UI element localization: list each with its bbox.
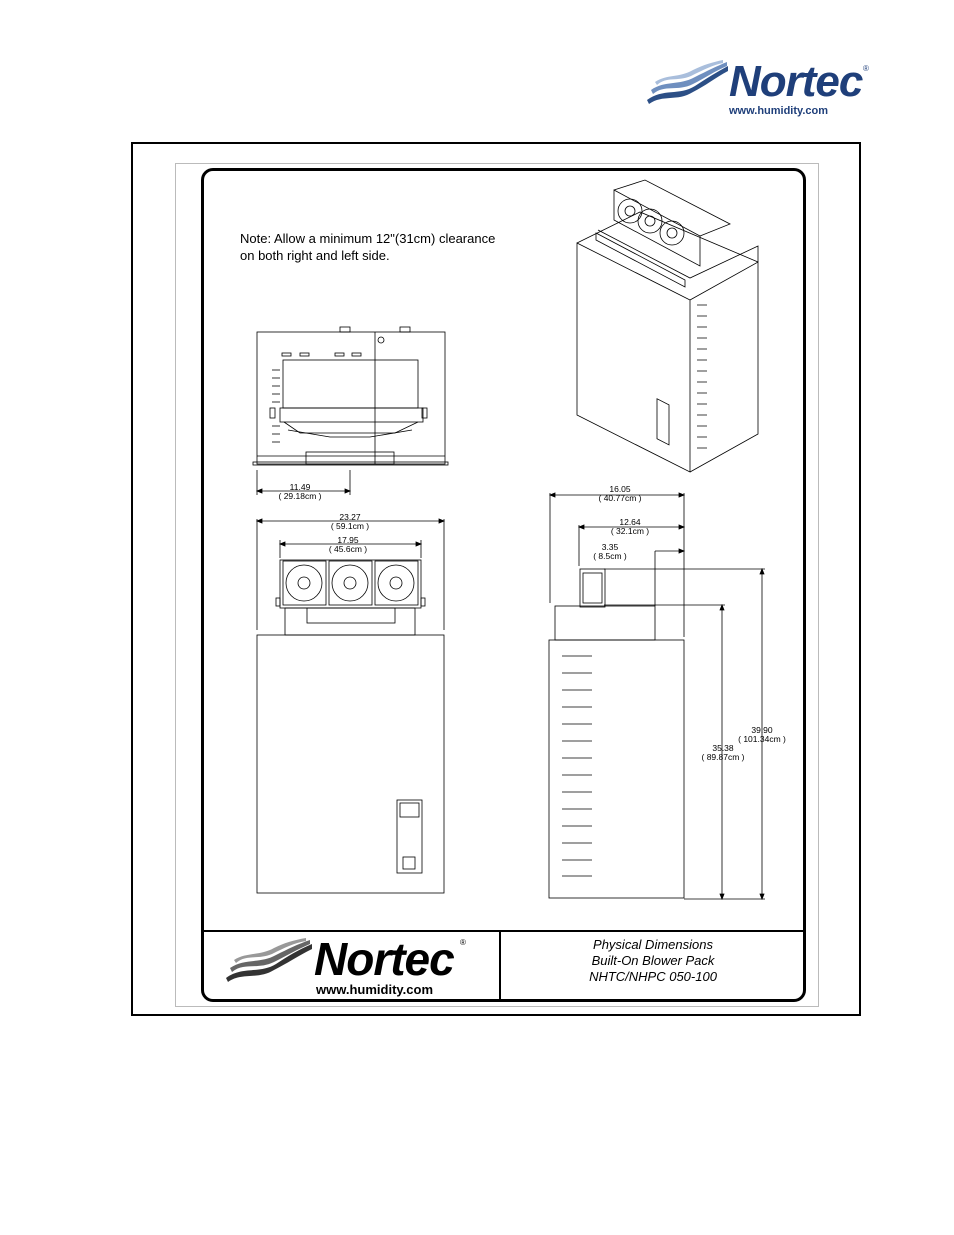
title-block-separator [499,931,501,1000]
title-brand: Nortec [314,933,454,985]
title-block-divider [204,930,804,932]
dim-fan-width-cm: ( 45.6cm ) [328,544,368,554]
dim-cabinet-height [693,744,753,762]
dim-side-offset-cm: ( 32.1cm ) [610,526,650,536]
header-brand: Nortec [729,57,863,106]
dim-fan-depth-in: 3.35 [601,542,619,552]
side-view [549,493,765,899]
dim-fan-width [318,536,378,554]
dim-cabinet-height-in: 35.38 [712,743,734,753]
title-block-logo [222,934,482,998]
dim-front-width-cm: ( 59.1cm ) [330,521,370,531]
note-line-1: Note: Allow a minimum 12"(31cm) clearance [240,231,496,246]
dim-side-depth-in: 16.05 [609,484,631,494]
drawing-title [503,937,803,985]
dim-total-height-in: 39.90 [751,725,773,735]
dim-front-width [320,513,380,531]
wave-icon [224,938,314,982]
front-view [257,519,444,893]
note-line-2: on both right and left side. [240,248,390,263]
dim-side-offset-in: 12.64 [619,517,641,527]
dim-total-height-cm: ( 101.34cm ) [738,734,786,744]
dim-side-depth-cm: ( 40.77cm ) [598,493,642,503]
header-registered: ® [863,64,869,73]
dim-total-height [730,726,794,744]
title-line-1: Physical Dimensions [593,937,713,952]
title-line-3: NHTC/NHPC 050-100 [589,969,717,984]
dim-fan-depth-cm: ( 8.5cm ) [593,551,627,561]
dim-side-depth [590,485,650,503]
dim-top-depth [270,483,330,501]
title-line-2: Built-On Blower Pack [591,953,715,968]
dim-fan-width-in: 17.95 [337,535,359,545]
dim-side-offset [600,518,660,536]
dim-cabinet-height-cm: ( 89.87cm ) [701,752,745,762]
dim-front-width-in: 23.27 [339,512,361,522]
iso-view [577,180,758,472]
dim-fan-depth [585,543,635,561]
header-url: www.humidity.com [729,105,829,117]
title-registered: ® [460,938,466,947]
dim-top-depth-in: 11.49 [289,482,311,492]
title-url: www.humidity.com [316,982,434,997]
top-view [253,327,448,495]
dim-top-depth-cm: ( 29.18cm ) [278,491,322,501]
